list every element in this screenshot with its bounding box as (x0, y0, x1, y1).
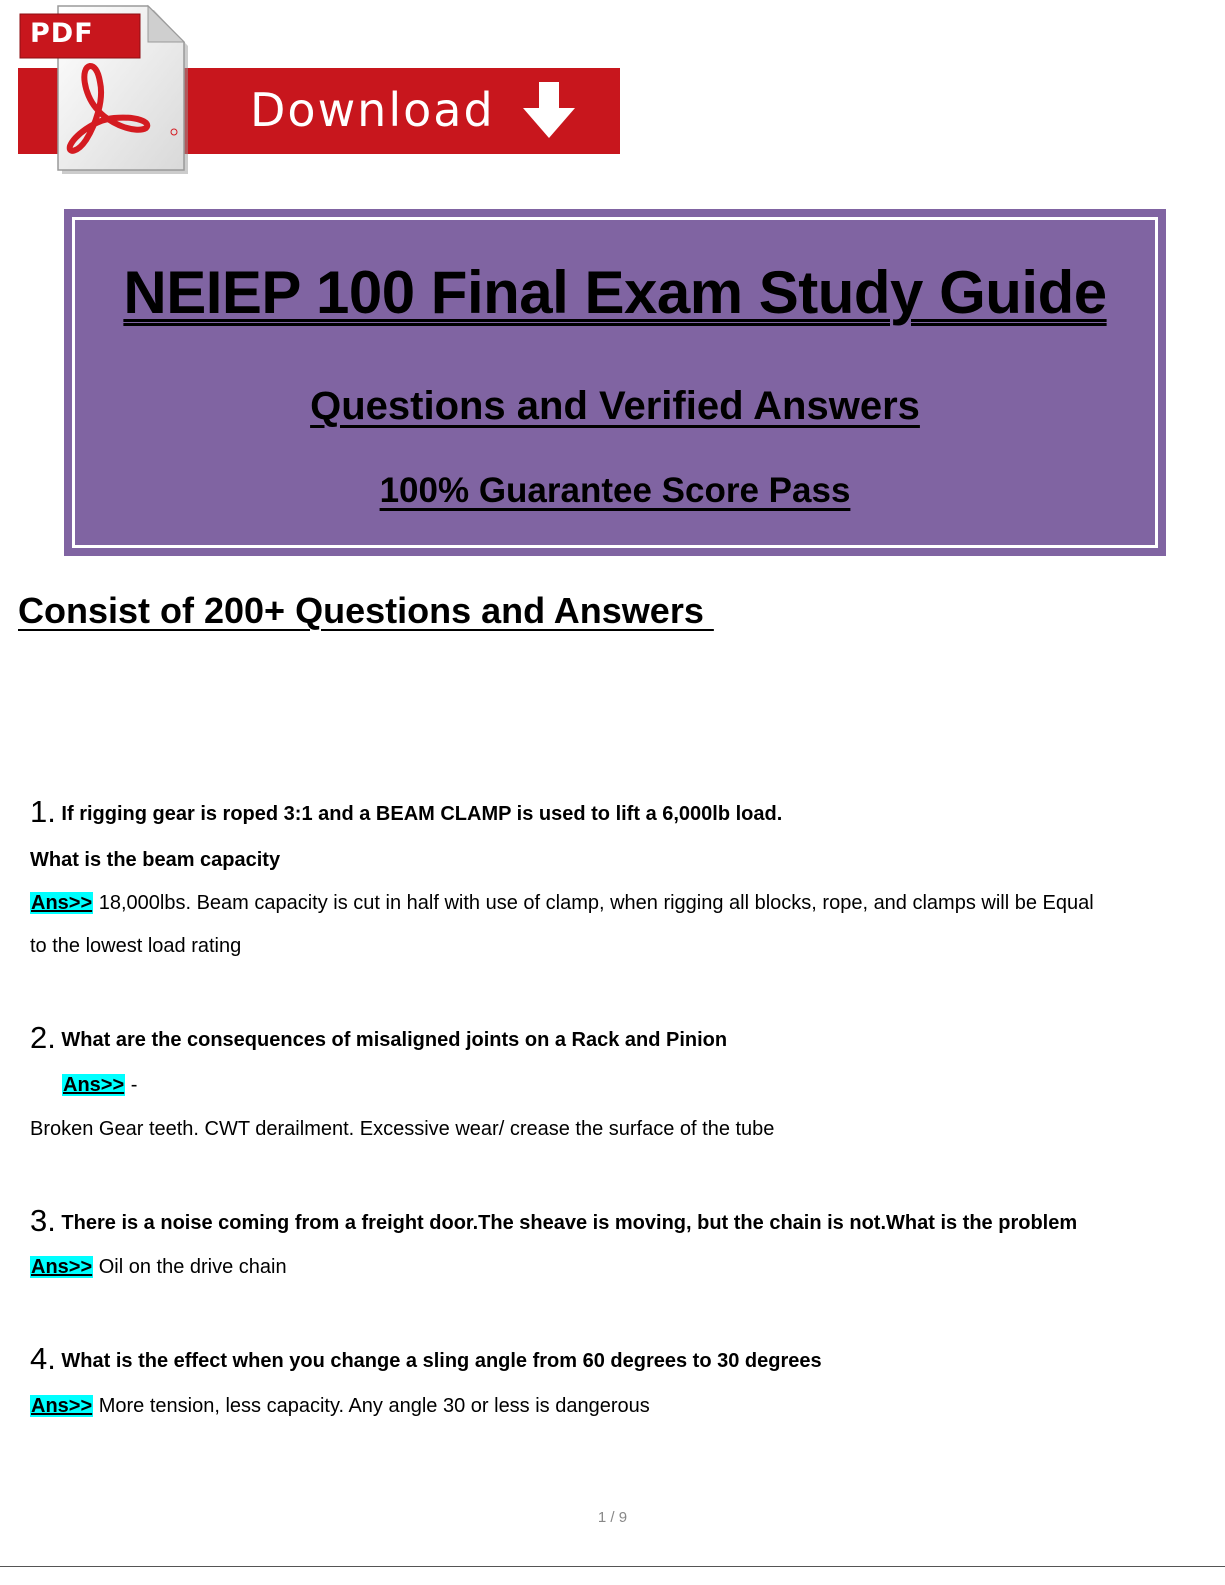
question-2 (30, 1020, 728, 1055)
document-title: NEIEP 100 Final Exam Study Guide (123, 259, 1107, 326)
question-4 (30, 1341, 822, 1376)
answer-tag: Ans>> (63, 1074, 125, 1096)
question-1 (30, 794, 783, 829)
answer-text: to the lowest load rating (30, 935, 242, 957)
download-label: Download (250, 83, 495, 137)
consist-heading: Consist of 200+ Questions and Answers (18, 590, 714, 631)
title-box (64, 209, 1166, 556)
question-3 (30, 1203, 1078, 1238)
page-divider (0, 1566, 1225, 1567)
question-text: There is a noise coming from a freight door.The sheave is moving, but the chain is not.What is the problem (61, 1212, 1078, 1234)
pdf-tag-label: PDF (30, 18, 94, 49)
question-number: 3. (30, 1203, 56, 1238)
answer-2 (30, 1115, 774, 1143)
question-text: What are the consequences of misaligned joints on a Rack and Pinion (61, 1029, 728, 1051)
guarantee-text: 100% Guarantee Score Pass (379, 471, 851, 510)
answer-tag: Ans>> (31, 892, 93, 914)
answer-1-line-2 (30, 932, 241, 960)
question-text: What is the effect when you change a sling angle from 60 degrees to 30 degrees (61, 1350, 822, 1372)
answer-3 (30, 1253, 287, 1281)
answer-text: More tension, less capacity. Any angle 30 or less is dangerous (98, 1395, 650, 1417)
answer-text: Broken Gear teeth. CWT derailment. Excessive wear/ crease the surface of the tube (30, 1118, 775, 1140)
answer-text: 18,000lbs. Beam capacity is cut in half with use of clamp, when rigging all blocks, rope, and clamps will be Equal (98, 892, 1094, 914)
document-subtitle: Questions and Verified Answers (310, 384, 920, 428)
answer-4 (30, 1392, 650, 1420)
question-number: 4. (30, 1341, 56, 1376)
answer-2-tag-line (62, 1071, 137, 1099)
question-number: 1. (30, 794, 56, 829)
answer-1 (30, 889, 1094, 917)
question-1-line-2 (30, 846, 280, 874)
answer-tag: Ans>> (31, 1256, 93, 1278)
question-text: If rigging gear is roped 3:1 and a BEAM CLAMP is used to lift a 6,000lb load. (61, 803, 783, 825)
question-number: 2. (30, 1020, 56, 1055)
answer-suffix: - (125, 1074, 138, 1096)
download-arrow-icon (523, 82, 575, 140)
page-number: 1 / 9 (597, 1509, 628, 1526)
answer-text: Oil on the drive chain (98, 1256, 287, 1278)
answer-tag: Ans>> (31, 1395, 93, 1417)
question-text: What is the beam capacity (30, 849, 281, 871)
